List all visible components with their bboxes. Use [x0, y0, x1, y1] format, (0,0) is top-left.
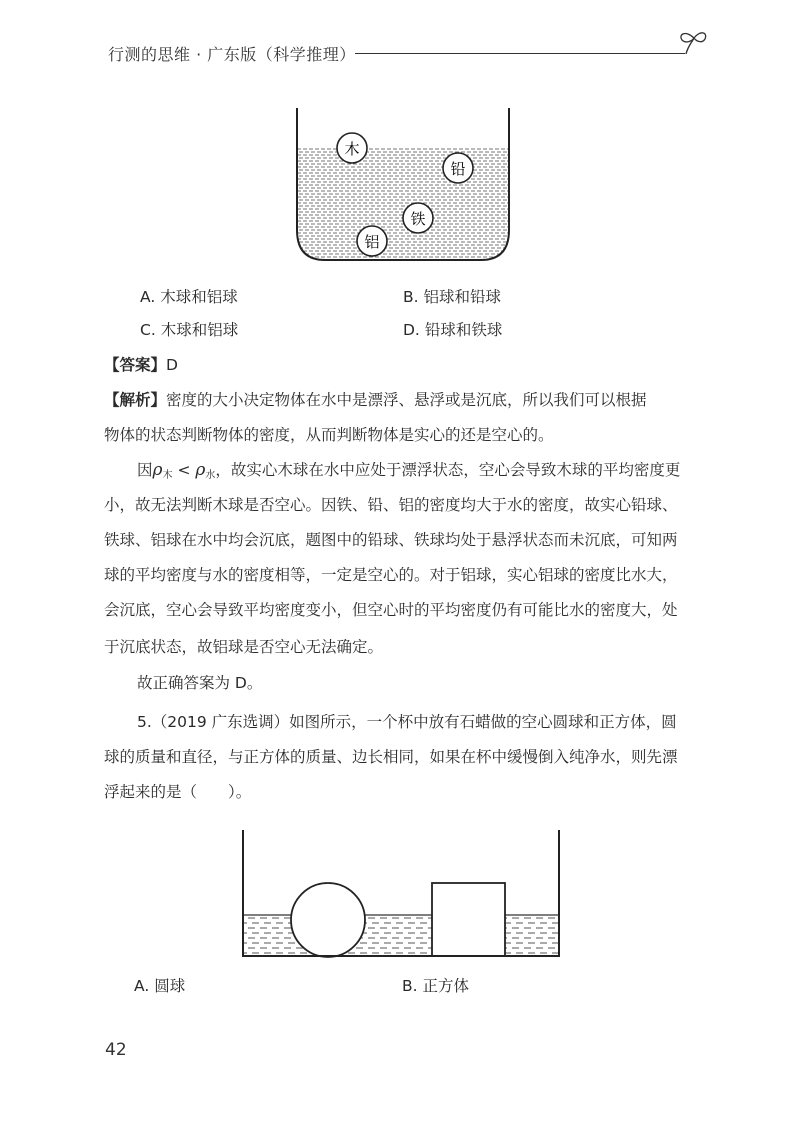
figure-sphere-and-cube [235, 825, 565, 965]
ball-aluminum-label: 铝 [364, 233, 380, 251]
analysis-p2-line-4: 球的平均密度与水的密度相等，一定是空心的。对于铝球，实心铝球的密度比水大， [104, 566, 678, 584]
ball-wood-label: 木 [344, 140, 360, 158]
option-d-letter: D. [403, 321, 420, 339]
option-a-letter: A. [140, 288, 156, 306]
option-b-letter: B. [403, 288, 419, 306]
option-c-text: 木球和铝球 [160, 321, 239, 339]
analysis-p2-line-2: 小，故无法判断木球是否空心。因铁、铅、铝的密度均大于水的密度，故实心铅球、 [104, 496, 678, 514]
analysis-line-2: 物体的状态判断物体的密度，从而判断物体是实心的还是空心的。 [104, 426, 554, 444]
sprout-icon [676, 28, 710, 56]
header-rule [355, 53, 685, 54]
analysis-p2-line-1 [137, 460, 680, 486]
ball-lead-label: 铅 [450, 160, 466, 178]
less-than-sign: < [172, 461, 196, 479]
analysis-p2-line-3: 铁球、铝球在水中均会沉底，题图中的铅球、铁球均处于悬浮状态而未沉底，可知两 [104, 531, 678, 549]
q5-option-a-letter: A. [134, 977, 150, 995]
option-c [140, 320, 238, 340]
analysis-p1-l1: 密度的大小决定物体在水中是漂浮、悬浮或是沉底，所以我们可以根据 [166, 391, 647, 409]
option-c-letter: C. [140, 321, 156, 339]
option-a-text: 木球和铝球 [160, 288, 238, 306]
option-d [403, 320, 502, 340]
ball-iron-label: 铁 [410, 210, 426, 228]
q5-option-a-text: 圆球 [154, 977, 186, 995]
option-b-text: 铝球和铅球 [423, 288, 502, 306]
q5-line-3: 浮起来的是（ ）。 [104, 783, 252, 801]
ball-wood [337, 133, 367, 163]
option-a [140, 287, 238, 307]
cube [432, 883, 505, 956]
answer-label: 【答案】 [104, 356, 167, 374]
analysis-label: 【解析】 [104, 391, 167, 409]
q5-option-b [402, 976, 469, 996]
analysis-p2-prefix: 因 [137, 461, 153, 479]
rho-subscript-wood: 木 [162, 470, 173, 481]
rho-symbol-water: ρ [195, 460, 206, 480]
analysis-p2-l1-rest: ，故实心木球在水中应处于漂浮状态，空心会导致木球的平均密度更 [215, 461, 681, 479]
analysis-line-1 [104, 390, 647, 410]
water-area [285, 140, 525, 270]
answer-value: D [166, 356, 178, 374]
ball-lead [443, 153, 473, 183]
ball-aluminum [357, 226, 387, 256]
answer-line [104, 355, 178, 375]
analysis-p2-line-5: 会沉底，空心会导致平均密度变小，但空心时的平均密度仍有可能比水的密度大，处 [104, 601, 678, 619]
rho-symbol-wood: ρ [152, 460, 163, 480]
q5-option-b-letter: B. [402, 977, 418, 995]
running-header-title: 行测的思维 · 广东版（科学推理） [108, 45, 356, 64]
page-number: 42 [105, 1040, 127, 1060]
analysis-p2-line-6: 于沉底状态，故铝球是否空心无法确定。 [104, 638, 384, 656]
figure-balls-in-water [285, 100, 525, 270]
q5-line-1: 5.（2019 广东选调）如图所示，一个杯中放有石蜡做的空心圆球和正方体，圆 [137, 713, 677, 731]
sphere [291, 883, 365, 957]
rho-subscript-water: 水 [205, 470, 216, 481]
analysis-conclusion: 故正确答案为 D。 [137, 674, 263, 692]
option-b [403, 287, 501, 307]
q5-option-a [134, 976, 185, 996]
q5-option-b-text: 正方体 [422, 977, 470, 995]
ball-iron [403, 203, 433, 233]
option-d-text: 铅球和铁球 [424, 321, 503, 339]
q5-line-2: 球的质量和直径，与正方体的质量、边长相同，如果在杯中缓慢倒入纯净水，则先漂 [104, 748, 678, 766]
